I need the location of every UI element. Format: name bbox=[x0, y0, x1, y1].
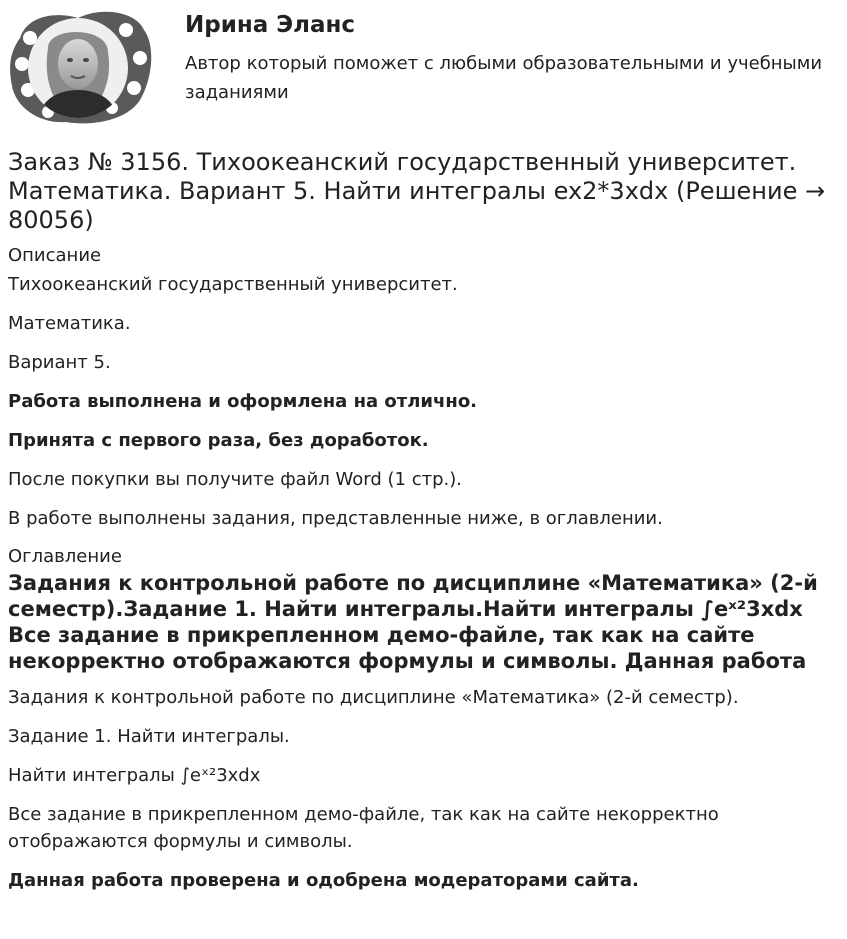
description-label: Описание bbox=[8, 245, 102, 266]
toc-paragraph: Задание 1. Найти интегралы. bbox=[8, 726, 290, 747]
toc-heading: Задания к контрольной работе по дисциплине «Математика» (2-й семестр).Задание 1. Найти интегралы.Найти интегралы ∫eˣ²3xdx Все задание в прикрепленном демо-файле, так как на сайте некорректно отображаются формулы и символы. Данная работа bbox=[8, 571, 818, 673]
author-avatar bbox=[8, 8, 154, 126]
order-content bbox=[8, 148, 840, 906]
description-paragraph: Тихоокеанский государственный университет. bbox=[8, 274, 458, 295]
description-paragraph: Принята с первого раза, без доработок. bbox=[8, 430, 429, 451]
author-card bbox=[8, 8, 838, 128]
description-paragraph: В работе выполнены задания, представленные ниже, в оглавлении. bbox=[8, 508, 663, 529]
description-paragraph: Математика. bbox=[8, 313, 131, 334]
toc-paragraph: Задания к контрольной работе по дисциплине «Математика» (2-й семестр). bbox=[8, 687, 739, 708]
description-paragraph: Работа выполнена и оформлена на отлично. bbox=[8, 391, 478, 412]
author-name[interactable]: Ирина Эланс bbox=[185, 12, 356, 38]
description-paragraph: Вариант 5. bbox=[8, 352, 111, 373]
description-paragraph: После покупки вы получите файл Word (1 стр.). bbox=[8, 469, 463, 490]
toc-paragraph: Найти интегралы ∫eˣ²3xdx bbox=[8, 765, 261, 786]
toc-paragraph: Все задание в прикрепленном демо-файле, так как на сайте некорректно отображаются формулы и символы. bbox=[8, 804, 719, 852]
toc-paragraph: Данная работа проверена и одобрена модераторами сайта. bbox=[8, 870, 639, 891]
author-description: Автор который поможет с любыми образовательными и учебными заданиями bbox=[185, 53, 823, 103]
author-photo bbox=[28, 18, 128, 118]
order-title: Заказ № 3156. Тихоокеанский государственный университет. Математика. Вариант 5. Найти интегралы ex2*3xdx (Решение → 80056) bbox=[8, 148, 826, 234]
toc-label: Оглавление bbox=[8, 546, 122, 567]
